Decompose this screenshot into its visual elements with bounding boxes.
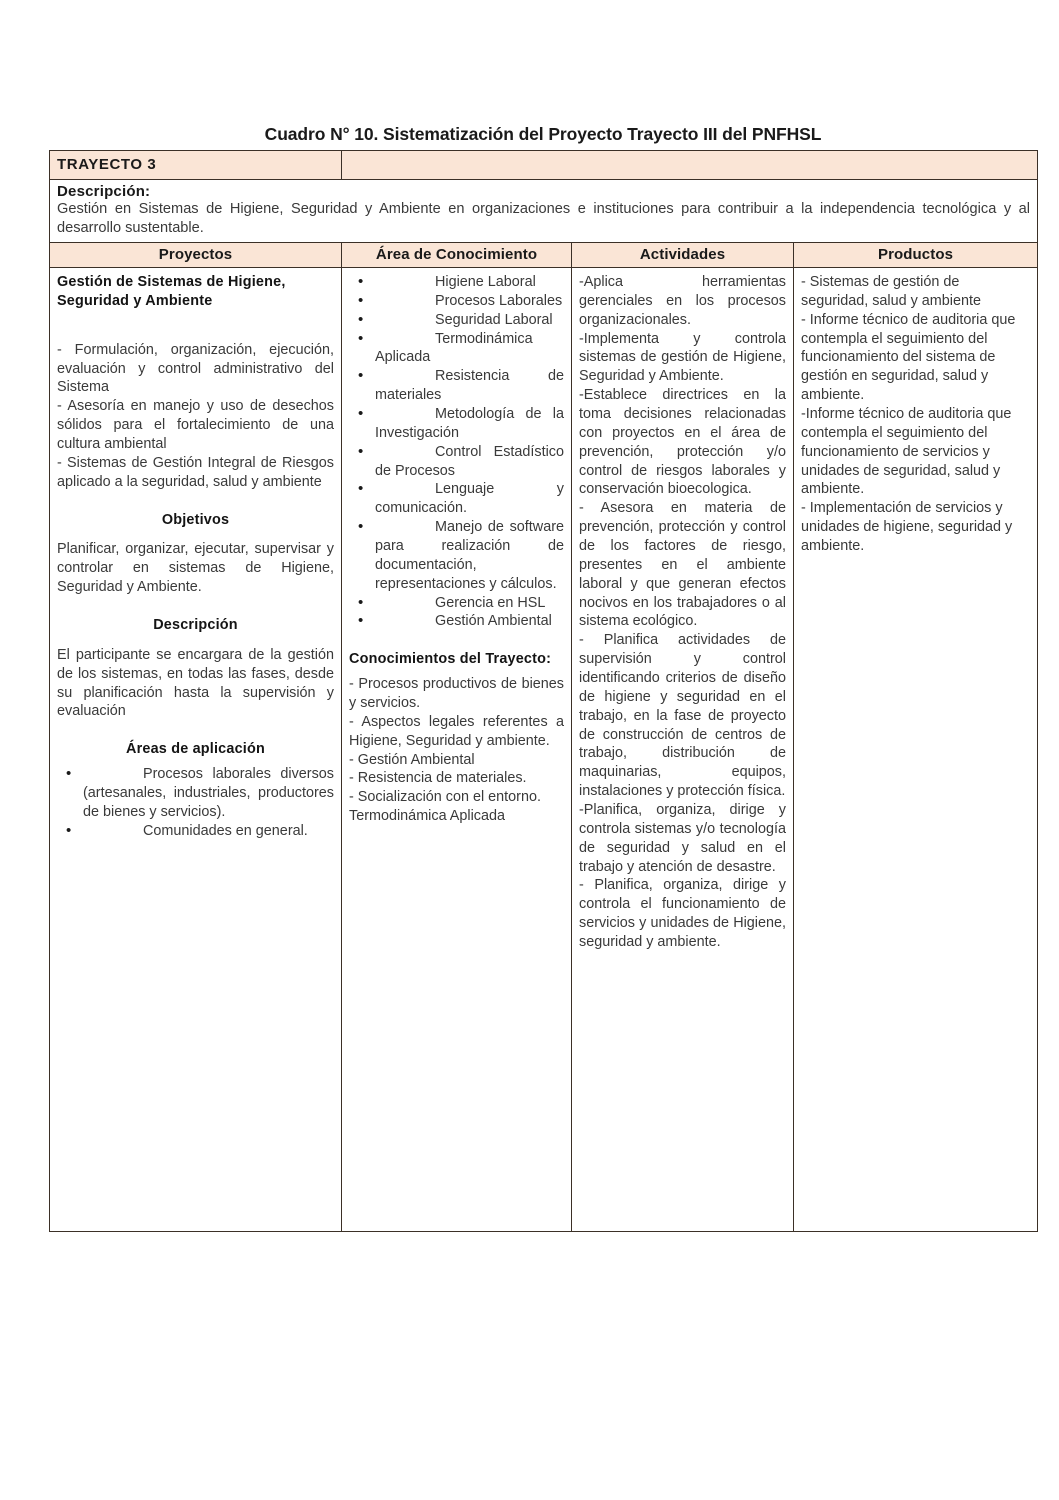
trayecto-label-cell bbox=[50, 151, 342, 180]
table-row-trayecto bbox=[50, 151, 1038, 180]
spacer bbox=[57, 492, 334, 511]
list-item bbox=[375, 292, 564, 311]
spacer bbox=[57, 529, 334, 540]
column-header-productos-label: Productos bbox=[877, 245, 954, 263]
page-title: Cuadro N° 10. Sistematización del Proyecto Trayecto III del PNFHSL bbox=[264, 124, 822, 144]
spacer bbox=[57, 721, 334, 740]
conocimientos-item: - Resistencia de materiales. bbox=[349, 770, 527, 787]
proyectos-item: - Formulación, organización, ejecución, evaluación y control administrativo del Sistema bbox=[57, 341, 334, 396]
cell-productos bbox=[794, 267, 1038, 1231]
column-header-proyectos bbox=[50, 242, 342, 267]
cell-area-conocimiento bbox=[342, 267, 572, 1231]
areas-heading: Áreas de aplicación bbox=[126, 741, 265, 758]
objetivos-text: Planificar, organizar, ejecutar, supervisar y controlar en sistemas de Higiene, Seguridad y Ambiente. bbox=[57, 541, 334, 596]
trayecto-value-cell bbox=[342, 151, 1038, 180]
column-header-productos bbox=[794, 242, 1038, 267]
area-conocimiento-content bbox=[342, 268, 571, 1231]
actividad-item: -Aplica herramientas gerenciales en los procesos organizacionales. bbox=[579, 273, 786, 328]
actividad-item: -Implementa y controla sistemas de gestión de Higiene, Seguridad y Ambiente. bbox=[579, 330, 786, 385]
descripcion-proyecto-text: El participante se encargara de la gestión de los sistemas, en todas las fases, desde su planificación hasta la supervisión y evaluación bbox=[57, 646, 334, 720]
actividad-item: - Planifica, organiza, dirige y controla el funcionamiento de servicios y unidades de Higiene, seguridad y ambiente. bbox=[579, 877, 786, 951]
column-header-actividades-label: Actividades bbox=[639, 245, 726, 263]
column-header-proyectos-label: Proyectos bbox=[158, 245, 233, 263]
producto-item: - Sistemas de gestión de seguridad, salud y ambiente bbox=[801, 273, 981, 309]
systematization-table bbox=[49, 150, 1038, 1232]
list-item-label: Comunidades en general. bbox=[143, 822, 308, 839]
actividad-item: - Planifica actividades de supervisión y control identificando criterios de diseño de higiene y seguridad en el trabajo, en la fase de proyecto de construcción de centros de trabajo, distribución de maquinarias, equipos, instalaciones y protección física. bbox=[579, 632, 786, 800]
list-item bbox=[375, 480, 564, 518]
list-item-label: Termodinámica Aplicada bbox=[375, 330, 533, 366]
list-item-label: Resistencia de materiales bbox=[375, 368, 564, 404]
table-header-row bbox=[50, 242, 1038, 267]
descripcion-cell bbox=[50, 180, 1038, 243]
actividad-item: -Planifica, organiza, dirige y controla sistemas y/o tecnología de seguridad y salud en el trabajo y atención de desastre. bbox=[579, 802, 786, 875]
list-item-label: Higiene Laboral bbox=[435, 273, 536, 290]
list-item bbox=[375, 405, 564, 443]
column-header-area-label: Área de Conocimiento bbox=[375, 245, 538, 263]
spacer bbox=[57, 311, 334, 341]
trayecto-value bbox=[342, 151, 1037, 162]
cell-actividades bbox=[572, 267, 794, 1231]
trayecto-label: TRAYECTO 3 bbox=[57, 156, 157, 173]
list-item bbox=[375, 367, 564, 405]
list-item-label: Procesos laborales diversos (artesanales, industriales, productores de bienes y servicios). bbox=[83, 766, 334, 820]
list-item bbox=[83, 765, 334, 822]
conocimientos-heading: Conocimientos del Trayecto: bbox=[349, 651, 552, 668]
list-item-label: Gerencia en HSL bbox=[435, 594, 546, 611]
list-item-label: Gestión Ambiental bbox=[435, 613, 552, 630]
objetivos-heading: Objetivos bbox=[161, 511, 230, 528]
table-body-row bbox=[50, 267, 1038, 1231]
area-conocimiento-list bbox=[349, 273, 564, 631]
producto-item: -Informe técnico de auditoria que contempla el seguimiento del funcionamiento de servicios y unidades de seguridad, salud y ambiente. bbox=[801, 405, 1012, 498]
descripcion-text: Gestión en Sistemas de Higiene, Seguridad y Ambiente en organizaciones e instituciones para contribuir a la independencia tecnológica y al desarrollo sustentable. bbox=[57, 201, 1031, 236]
list-item-label: Seguridad Laboral bbox=[435, 311, 553, 328]
spacer bbox=[349, 631, 564, 650]
list-item bbox=[375, 311, 564, 330]
conocimientos-item: - Procesos productivos de bienes y servicios. bbox=[349, 676, 564, 711]
descripcion-label: Descripción: bbox=[57, 183, 151, 200]
areas-list bbox=[57, 765, 334, 840]
spacer bbox=[57, 635, 334, 646]
proyectos-item: - Sistemas de Gestión Integral de Riesgos aplicado a la seguridad, salud y ambiente bbox=[57, 454, 334, 490]
list-item bbox=[375, 273, 564, 292]
list-item bbox=[375, 612, 564, 631]
actividades-content bbox=[572, 268, 793, 1231]
conocimientos-item: - Aspectos legales referentes a Higiene, Seguridad y ambiente. bbox=[349, 713, 564, 749]
column-header-area bbox=[342, 242, 572, 267]
proyectos-item: - Asesoría en manejo y uso de desechos sólidos para el fortalecimiento de una cultura ambiental bbox=[57, 398, 334, 452]
table-row-descripcion bbox=[50, 180, 1038, 243]
producto-item: - Informe técnico de auditoria que contempla el seguimiento del funcionamiento del sistema de gestión en seguridad, salud y ambiente. bbox=[801, 311, 1016, 404]
conocimientos-item: - Gestión Ambiental bbox=[349, 751, 475, 768]
descripcion-heading: Descripción bbox=[153, 616, 238, 633]
list-item bbox=[375, 443, 564, 481]
list-item bbox=[83, 822, 334, 841]
spacer bbox=[57, 597, 334, 616]
actividad-item: -Establece directrices en la toma decisiones relacionadas con proyectos en el área de prevención, protección y/o control de riesgos laborales y conservación bioecologica. bbox=[579, 387, 786, 498]
conocimientos-item: - Socialización con el entorno. bbox=[349, 789, 541, 806]
list-item-label: Procesos Laborales bbox=[435, 292, 563, 309]
productos-content bbox=[794, 268, 1037, 1231]
list-item bbox=[375, 594, 564, 613]
list-item bbox=[375, 330, 564, 368]
column-header-actividades bbox=[572, 242, 794, 267]
producto-item: - Implementación de servicios y unidades de higiene, seguridad y ambiente. bbox=[801, 500, 1013, 554]
list-item-label: Lenguaje y comunicación. bbox=[375, 481, 564, 517]
actividad-item: - Asesora en materia de prevención, protección y control de los factores de riesgo, presentes en el ambiente laboral y que generan efectos nocivos en los trabajadores o al sistema ecológico. bbox=[579, 500, 786, 630]
cell-proyectos bbox=[50, 267, 342, 1231]
proyectos-content bbox=[50, 268, 341, 1231]
list-item-label: Control Estadístico de Procesos bbox=[375, 443, 564, 479]
proyectos-title: Gestión de Sistemas de Higiene, Seguridad y Ambiente bbox=[57, 273, 286, 309]
list-item-label: Manejo de software para realización de documentación, representaciones y cálculos. bbox=[375, 519, 564, 592]
list-item bbox=[375, 518, 564, 593]
list-item-label: Metodología de la Investigación bbox=[375, 405, 564, 441]
conocimientos-item: Termodinámica Aplicada bbox=[349, 808, 505, 825]
